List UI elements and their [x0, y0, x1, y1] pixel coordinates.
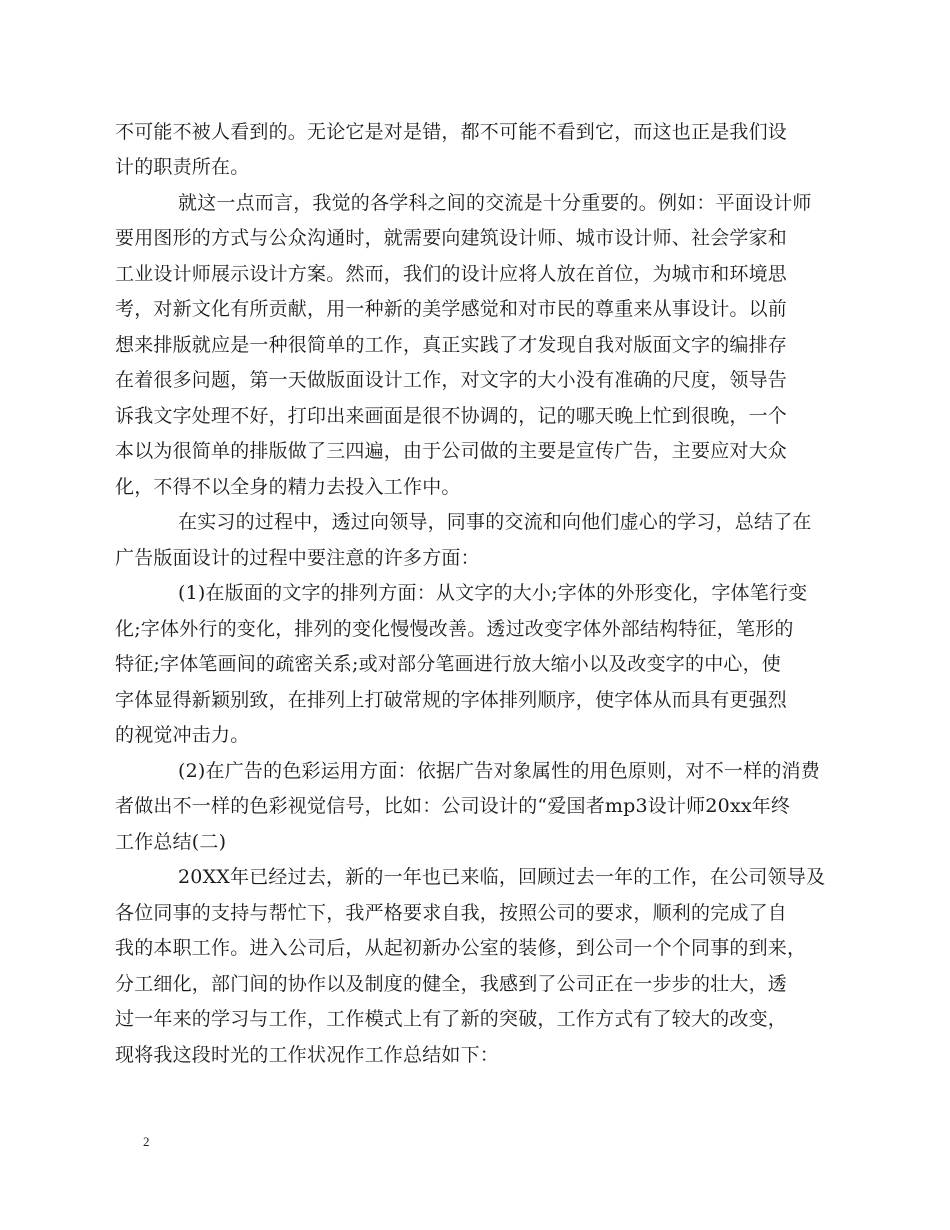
text-line: 诉我文字处理不好，打印出来画面是很不协调的，记的哪天晚上忙到很晚，一个	[115, 405, 788, 427]
text-line: 过一年来的学习与工作，工作模式上有了新的突破，工作方式有了较大的改变，	[115, 1008, 788, 1030]
text-line: 特征;字体笔画间的疏密关系;或对部分笔画进行放大缩小以及改变字的中心，使	[115, 653, 782, 675]
text-line: 本以为很简单的排版做了三四遍，由于公司做的主要是宣传广告，主要应对大众	[115, 440, 788, 462]
text-line: 化;字体外行的变化，排列的变化慢慢改善。透过改变字体外部结构特征，笔形的	[115, 618, 794, 640]
page-number: 2	[143, 1134, 150, 1149]
text-line: 工业设计师展示设计方案。然而，我们的设计应将人放在首位，为城市和环境思	[115, 263, 788, 285]
text-line: 20XX年已经过去，新的一年也已来临，回顾过去一年的工作，在公司领导及	[178, 866, 826, 888]
text-line: 想来排版就应是一种很简单的工作，真正实践了才发现自我对版面文字的编排存	[115, 334, 788, 356]
text-line: 广告版面设计的过程中要注意的许多方面：	[115, 547, 480, 569]
text-line: 化，不得不以全身的精力去投入工作中。	[115, 476, 461, 498]
text-line: 现将我这段时光的工作状况作工作总结如下：	[115, 1044, 500, 1066]
text-line: 考，对新文化有所贡献，用一种新的美学感觉和对市民的尊重来从事设计。以前	[115, 298, 788, 320]
text-line: 的视觉冲击力。	[115, 724, 250, 746]
text-line: 在实习的过程中，透过向领导，同事的交流和向他们虚心的学习，总结了在	[178, 511, 812, 533]
text-line: 工作总结(二)	[115, 831, 227, 853]
text-line: 者做出不一样的色彩视觉信号，比如：公司设计的“爱国者mp3设计师20xx年终	[115, 795, 791, 817]
text-line: 不可能不被人看到的。无论它是对是错，都不可能不看到它，而这也正是我们设	[115, 121, 788, 143]
text-line: 就这一点而言，我觉的各学科之间的交流是十分重要的。例如：平面设计师	[178, 192, 812, 214]
text-line: 在着很多问题，第一天做版面设计工作，对文字的大小没有准确的尺度，领导告	[115, 369, 788, 391]
text-line: 要用图形的方式与公众沟通时，就需要向建筑设计师、城市设计师、社会学家和	[115, 227, 788, 249]
text-line: 各位同事的支持与帮忙下，我严格要求自我，按照公司的要求，顺利的完成了自	[115, 902, 788, 924]
text-line: 分工细化，部门间的协作以及制度的健全，我感到了公司正在一步步的壮大，透	[115, 973, 788, 995]
text-line: (1)在版面的文字的排列方面：从文字的大小;字体的外形变化，字体笔行变	[178, 582, 808, 604]
text-line: 计的职责所在。	[115, 156, 250, 178]
text-line: (2)在广告的色彩运用方面：依据广告对象属性的用色原则，对不一样的消费	[178, 760, 820, 782]
text-line: 字体显得新颖别致，在排列上打破常规的字体排列顺序，使字体从而具有更强烈	[115, 689, 788, 711]
text-line: 我的本职工作。进入公司后，从起初新办公室的装修，到公司一个个同事的到来，	[115, 937, 807, 959]
